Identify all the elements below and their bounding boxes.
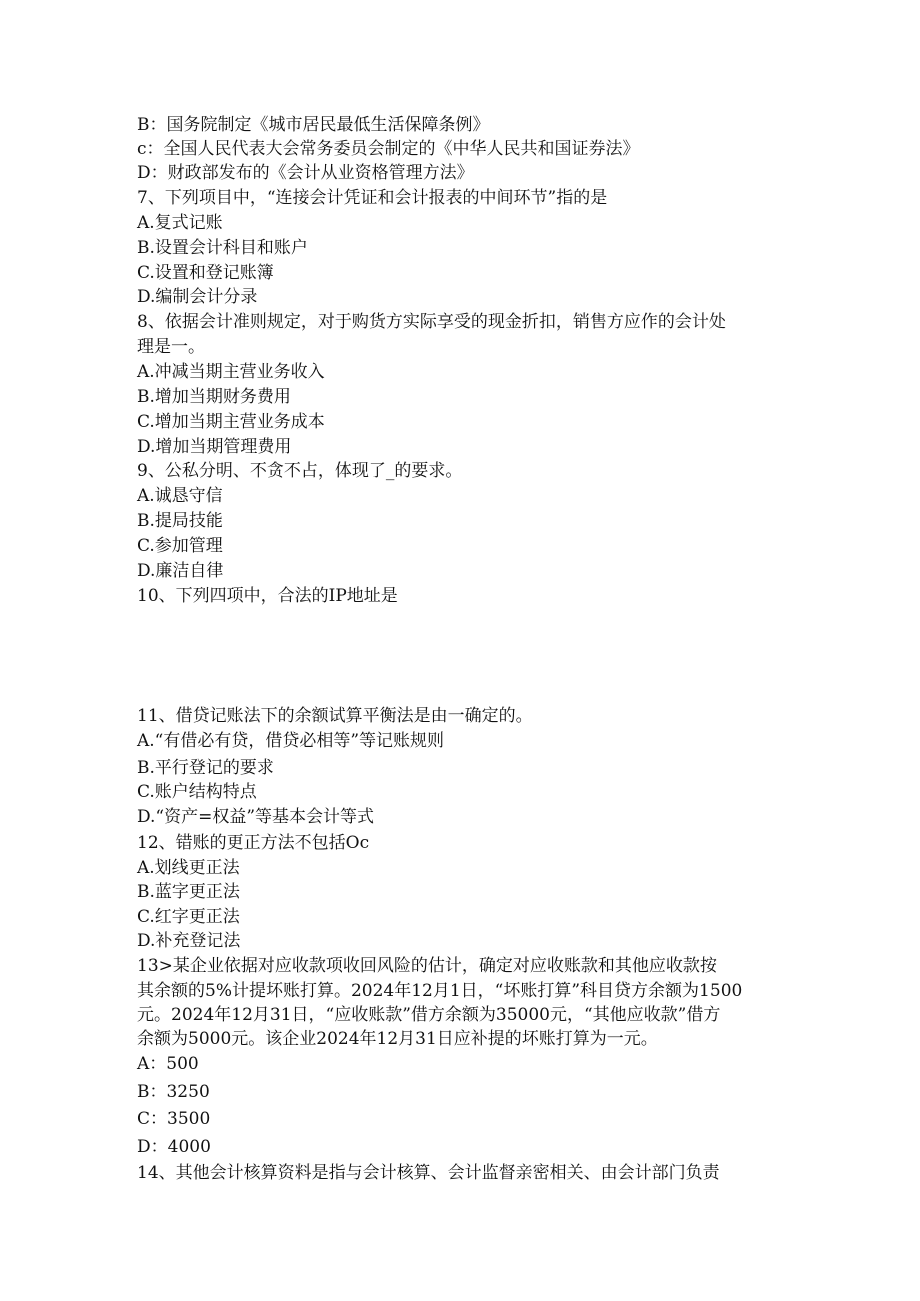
q9-option-d: D.廉洁自律 (137, 561, 224, 581)
q12-option-b: B.蓝字更正法 (137, 882, 240, 902)
q12-option-a: A.划线更正法 (137, 858, 240, 878)
option-d-text: D：财政部发布的《会计从业资格管理方法》 (137, 163, 474, 183)
q13-option-a: A：500 (137, 1054, 199, 1074)
q13-option-d: D：4000 (137, 1137, 211, 1157)
q9-option-c: C.参加管理 (137, 536, 223, 556)
q13-option-c: C：3500 (137, 1109, 211, 1129)
question-11: 11、借贷记账法下的余额试算平衡法是由一确定的。 (137, 706, 533, 726)
q13-option-b: B：3250 (137, 1082, 210, 1102)
question-13: 13>某企业依据对应收款项收回风险的估计，确定对应收账款和其他应收款按 (137, 956, 717, 976)
q11-option-b: B.平行登记的要求 (137, 758, 274, 778)
question-7: 7、下列项目中，“连接会计凭证和会计报表的中间环节”指的是 (137, 188, 608, 208)
question-13-cont-3: 余额为5000元。该企业2024年12月31日应补提的坏账打算为一元。 (137, 1029, 658, 1049)
q8-option-b: B.增加当期财务费用 (137, 387, 291, 407)
question-13-cont-2: 元。2024年12月31日，“应收账款”借方余额为35000元，“其他应收款”借方 (137, 1005, 721, 1025)
q7-option-d: D.编制会计分录 (137, 287, 258, 307)
q11-option-a: A.“有借必有贷，借贷必相等”等记账规则 (137, 731, 445, 751)
question-14: 14、其他会计核算资料是指与会计核算、会计监督亲密相关、由会计部门负责 (137, 1163, 720, 1183)
option-b-text: B：国务院制定《城市居民最低生活保障条例》 (137, 115, 490, 135)
q11-option-d: D.“资产=权益”等基本会计等式 (137, 807, 375, 827)
question-13-cont-1: 其余额的5%计提坏账打算。2024年12月1日，“坏账打算”科目贷方余额为1500 (137, 981, 743, 1001)
q9-option-a: A.诚恳守信 (137, 486, 223, 506)
q8-option-a: A.冲减当期主营业务收入 (137, 362, 325, 382)
q11-option-c: C.账户结构特点 (137, 782, 257, 802)
q8-option-d: D.增加当期管理费用 (137, 437, 292, 457)
q12-option-c: C.红字更正法 (137, 907, 240, 927)
q7-option-b: B.设置会计科目和账户 (137, 238, 308, 258)
q7-option-c: C.设置和登记账簿 (137, 263, 274, 283)
q8-option-c: C.增加当期主营业务成本 (137, 412, 325, 432)
question-8-cont: 理是一。 (137, 337, 205, 357)
q9-option-b: B.提局技能 (137, 511, 223, 531)
q7-option-a: A.复式记账 (137, 213, 223, 233)
question-10: 10、下列四项中，合法的IP地址是 (137, 586, 398, 606)
question-12: 12、错账的更正方法不包括Oc (137, 833, 370, 853)
question-9: 9、公私分明、不贪不占，体现了_的要求。 (137, 461, 463, 481)
question-8: 8、依据会计准则规定，对于购货方实际享受的现金折扣，销售方应作的会计处 (137, 312, 726, 332)
q12-option-d: D.补充登记法 (137, 931, 241, 951)
option-c-text: c：全国人民代表大会常务委员会制定的《中华人民共和国证券法》 (137, 139, 640, 159)
